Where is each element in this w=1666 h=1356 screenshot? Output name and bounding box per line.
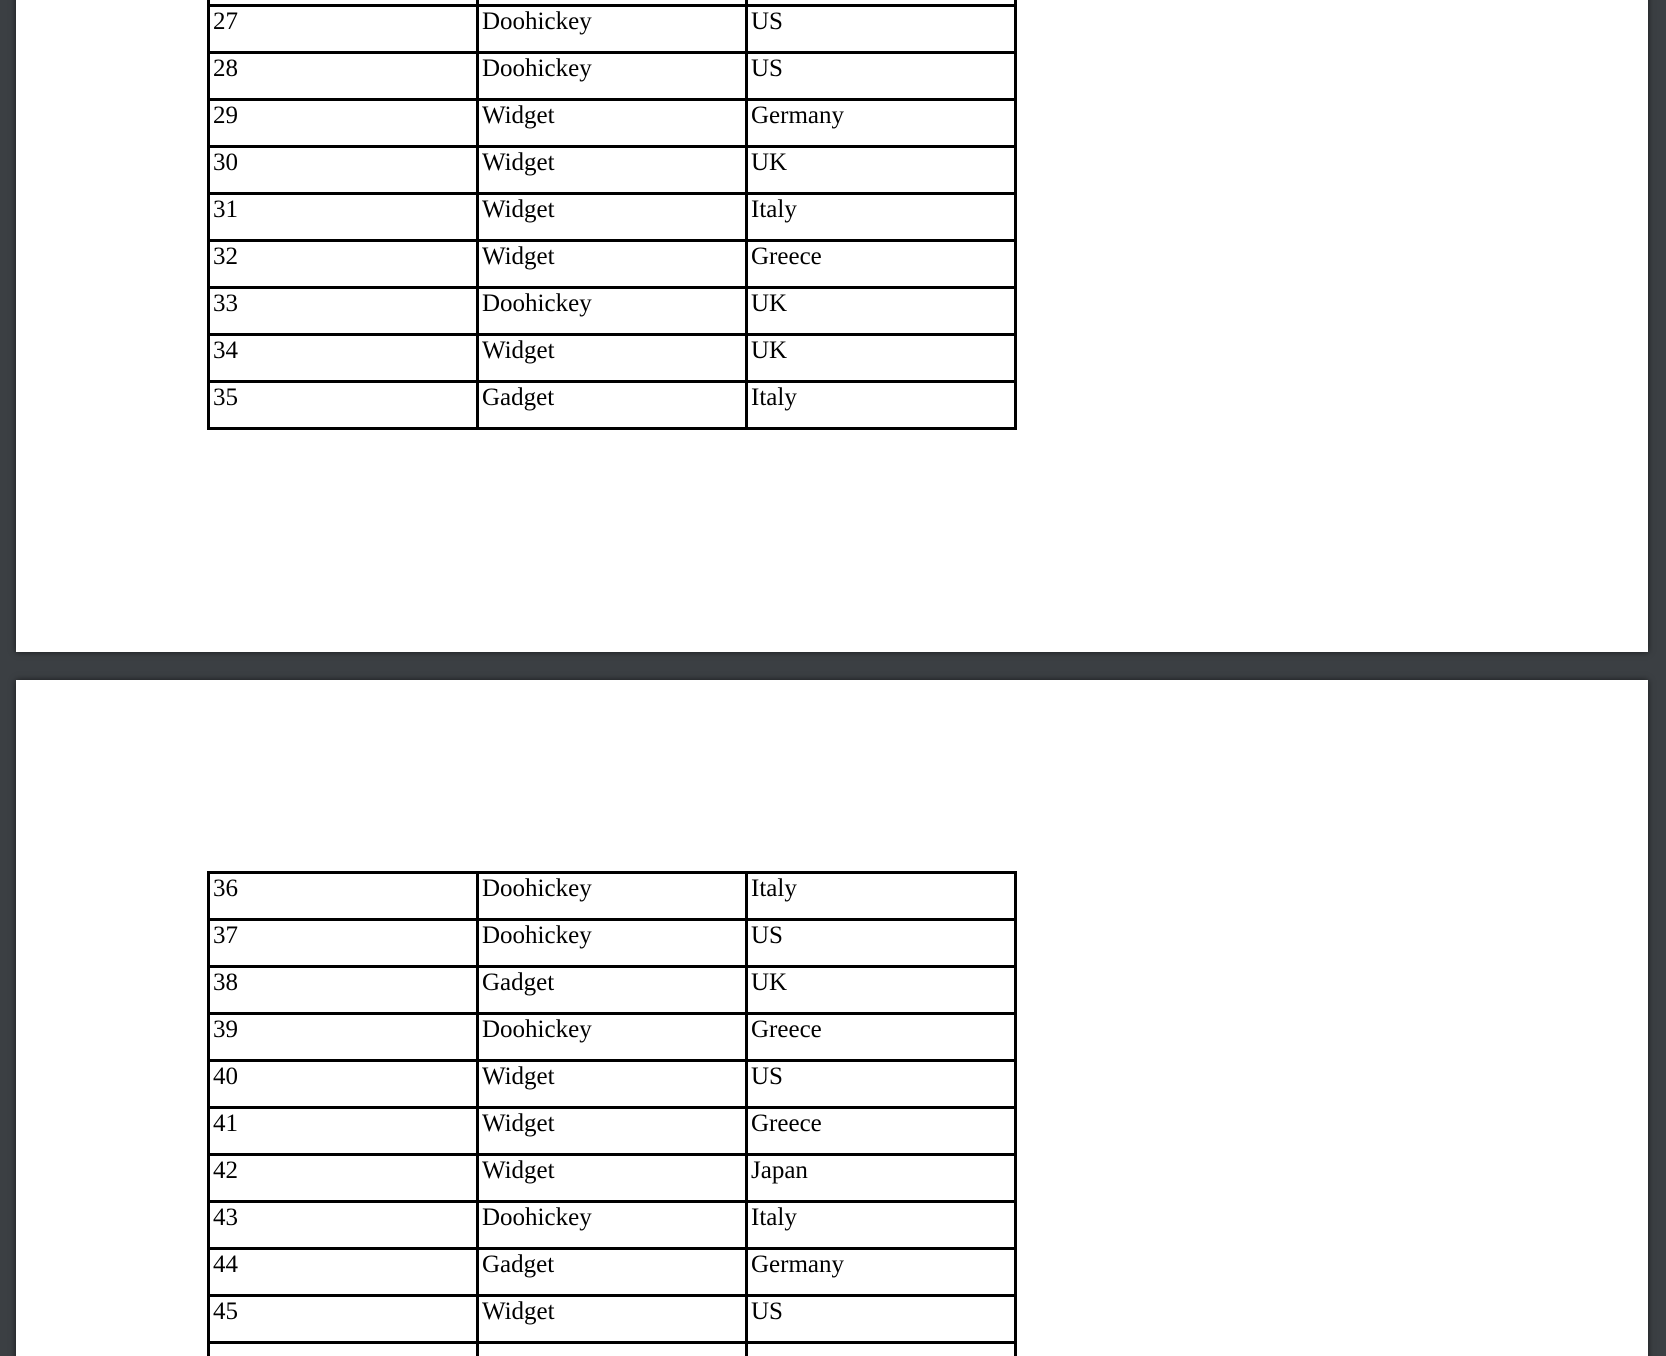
table-row [209,873,1016,920]
id-cell: 40 [209,1061,478,1108]
country-cell [747,1343,1016,1356]
id-cell: 38 [209,967,478,1014]
id-cell: 35 [209,382,478,429]
table-row [209,241,1016,288]
product-cell: Doohickey [478,920,747,967]
table-row [209,967,1016,1014]
product-cell: Doohickey [478,53,747,100]
product-cell: Doohickey [478,1202,747,1249]
table-row [209,1014,1016,1061]
country-cell: UK [747,288,1016,335]
country-cell: UK [747,147,1016,194]
id-cell: 39 [209,1014,478,1061]
id-cell: 43 [209,1202,478,1249]
country-cell: US [747,920,1016,967]
product-cell: Doohickey [478,873,747,920]
document-page [16,0,1648,652]
id-cell: 36 [209,873,478,920]
table-row [209,288,1016,335]
product-cell: Widget [478,194,747,241]
data-table [207,0,1017,430]
country-cell: US [747,6,1016,53]
table-row [209,194,1016,241]
data-table [207,871,1017,1356]
table-row [209,53,1016,100]
country-cell: Greece [747,241,1016,288]
table-row [209,1296,1016,1343]
id-cell: 33 [209,288,478,335]
country-cell: Greece [747,1108,1016,1155]
table-row [209,1343,1016,1356]
id-cell: 34 [209,335,478,382]
product-cell: Widget [478,147,747,194]
id-cell: 31 [209,194,478,241]
table-row [209,6,1016,53]
id-cell: 42 [209,1155,478,1202]
country-cell: Italy [747,194,1016,241]
country-cell: UK [747,335,1016,382]
id-cell: 30 [209,147,478,194]
table-row [209,1155,1016,1202]
product-cell: Doohickey [478,6,747,53]
product-cell: Widget [478,1296,747,1343]
product-cell: Doohickey [478,288,747,335]
country-cell: US [747,53,1016,100]
product-cell: Widget [478,241,747,288]
country-cell: Germany [747,100,1016,147]
table-row [209,100,1016,147]
id-cell: 27 [209,6,478,53]
table-row [209,1061,1016,1108]
country-cell: Japan [747,1155,1016,1202]
product-cell: Widget [478,1061,747,1108]
country-cell: Italy [747,382,1016,429]
table-row [209,335,1016,382]
product-cell: Doohickey [478,1014,747,1061]
country-cell: US [747,1296,1016,1343]
id-cell: 45 [209,1296,478,1343]
product-cell [478,1343,747,1356]
product-cell: Gadget [478,382,747,429]
country-cell: Germany [747,1249,1016,1296]
id-cell: 32 [209,241,478,288]
id-cell: 28 [209,53,478,100]
product-cell: Gadget [478,1249,747,1296]
country-cell: UK [747,967,1016,1014]
table-row [209,1202,1016,1249]
table-row [209,1249,1016,1296]
product-cell: Gadget [478,967,747,1014]
id-cell: 44 [209,1249,478,1296]
country-cell: US [747,1061,1016,1108]
product-cell: Widget [478,100,747,147]
country-cell: Italy [747,873,1016,920]
country-cell: Italy [747,1202,1016,1249]
table-row [209,920,1016,967]
country-cell: Greece [747,1014,1016,1061]
document-page [16,680,1648,1356]
product-cell: Widget [478,1108,747,1155]
product-cell: Widget [478,335,747,382]
id-cell: 29 [209,100,478,147]
table-row [209,147,1016,194]
id-cell: 37 [209,920,478,967]
id-cell: 41 [209,1108,478,1155]
table-row [209,382,1016,429]
id-cell [209,1343,478,1356]
table-row [209,1108,1016,1155]
product-cell: Widget [478,1155,747,1202]
